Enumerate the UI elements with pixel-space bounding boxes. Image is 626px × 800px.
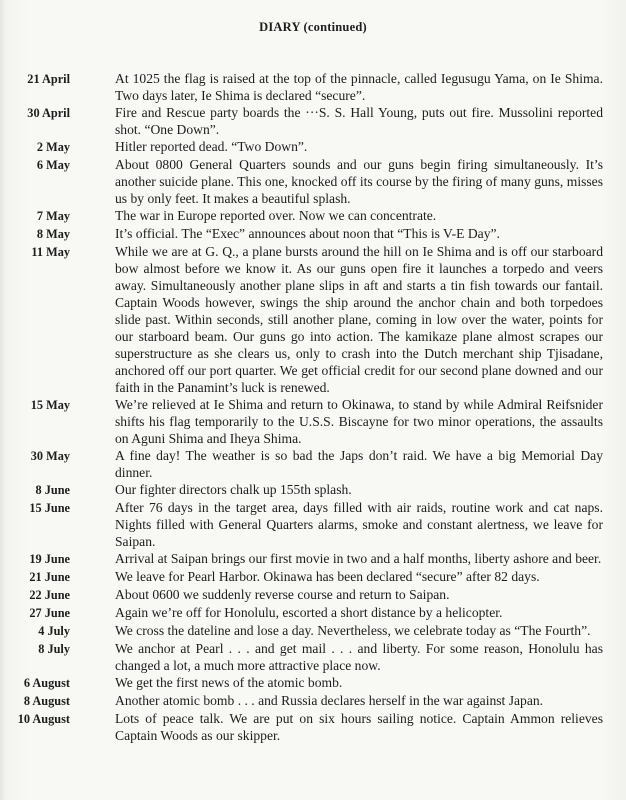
diary-entry [0,499,626,550]
diary-entry [0,243,626,396]
entry-text: We cross the dateline and lose a day. Nevertheless, we celebrate today as “The Fourth”. [115,623,591,638]
entry-date: 8 June [35,483,70,497]
diary-entries [0,70,626,744]
diary-entry [0,604,626,622]
entry-text: It’s official. The “Exec” announces about noon that “This is V-E Day”. [115,226,500,241]
entry-text: Lots of peace talk. We are put on six hours sailing notice. Captain Ammon relieves Captain Woods as our skipper. [115,711,603,743]
entry-date: 22 June [29,588,70,602]
entry-text: We get the first news of the atomic bomb. [115,675,343,690]
diary-entry [0,447,626,481]
diary-entry [0,70,626,104]
diary-entry [0,586,626,604]
entry-text: Again we’re off for Honolulu, escorted a short distance by a helicopter. [115,605,503,620]
diary-entry [0,550,626,568]
entry-text: Another atomic bomb . . . and Russia declares herself in the war against Japan. [115,693,544,708]
diary-entry [0,207,626,225]
diary-entry [0,396,626,447]
diary-entry [0,674,626,692]
entry-text: At 1025 the flag is raised at the top of the pinnacle, called Iegusugu Yama, on Ie Shima. Two days later, Ie Shima is declared “secure”. [115,71,603,103]
entry-date: 19 June [29,552,70,566]
entry-text: While we are at G. Q., a plane bursts around the hill on Ie Shima and is off our starboard bow almost before we know it. As our guns open fire it launches a torpedo and veers away. Simultaneously another plane slips in aft and starts a tin fish towards our fantail. Captain Woods however, swings the ship around the anchor chain and both torpedoes slide past. Within seconds, still another plane, coming in low over the water, points for our starboard beam. Our guns go into action. The kamikaze plane almost scrapes our superstructure as she clears us, only to crash into the Dutch merchant ship Tjisadane, anchored off our port quarter. We get official credit for our second plane downed and our faith in the Panamint’s luck is renewed. [115,244,603,395]
entry-date: 8 August [23,694,70,708]
entry-text: Hitler reported dead. “Two Down”. [115,139,308,154]
entry-date: 30 May [30,449,70,463]
entry-text: Fire and Rescue party boards the ···S. S. Hall Young, puts out fire. Mussolini reported shot. “One Down”. [115,105,603,137]
entry-text: Arrival at Saipan brings our first movie in two and a half months, liberty ashore and beer. [115,551,602,566]
diary-entry [0,622,626,640]
entry-date: 10 August [17,712,70,726]
entry-date: 27 June [29,606,70,620]
entry-text: We anchor at Pearl . . . and get mail . . . and liberty. For some reason, Honolulu has changed a lot, a much more attractive place now. [115,641,603,673]
entry-text: We leave for Pearl Harbor. Okinawa has been declared “secure” after 82 days. [115,569,540,584]
entry-date: 11 May [31,245,70,259]
diary-entry [0,640,626,674]
entry-date: 2 May [36,140,70,154]
diary-entry [0,568,626,586]
entry-date: 8 May [36,227,70,241]
entry-date: 4 July [38,624,70,638]
entry-date: 21 June [29,570,70,584]
entry-date: 15 May [30,398,70,412]
diary-entry [0,481,626,499]
entry-text: The war in Europe reported over. Now we can concentrate. [115,208,437,223]
page-title: DIARY (continued) [259,20,367,34]
diary-entry [0,692,626,710]
entry-date: 6 May [36,158,70,172]
entry-text: About 0600 we suddenly reverse course and return to Saipan. [115,587,450,602]
entry-date: 15 June [29,501,70,515]
entry-text: About 0800 General Quarters sounds and our guns begin firing simultaneously. It’s another suicide plane. This one, knocked off its course by the firing of many guns, misses us by only feet. It makes a beautiful splash. [115,157,603,206]
diary-entry [0,156,626,207]
entry-date: 7 May [36,209,70,223]
diary-entry [0,138,626,156]
entry-date: 21 April [27,72,70,86]
entry-text: We’re relieved at Ie Shima and return to Okinawa, to stand by while Admiral Reifsnider shifts his flag temporarily to the U.S.S. Biscayne for two minor operations, the assaults on Aguni Shima and Iheya Shima. [115,397,603,446]
diary-entry [0,710,626,744]
entry-date: 6 August [23,676,70,690]
entry-date: 8 July [38,642,70,656]
entry-text: Our fighter directors chalk up 155th splash. [115,482,352,497]
diary-entry [0,104,626,138]
entry-date: 30 April [27,106,70,120]
entry-text: A fine day! The weather is so bad the Japs don’t raid. We have a big Memorial Day dinner. [115,448,603,480]
entry-text: After 76 days in the target area, days filled with air raids, routine work and cat naps. Nights filled with General Quarters alarms, smoke and constant alertness, we leave for Saipan. [115,500,603,549]
diary-entry [0,225,626,243]
